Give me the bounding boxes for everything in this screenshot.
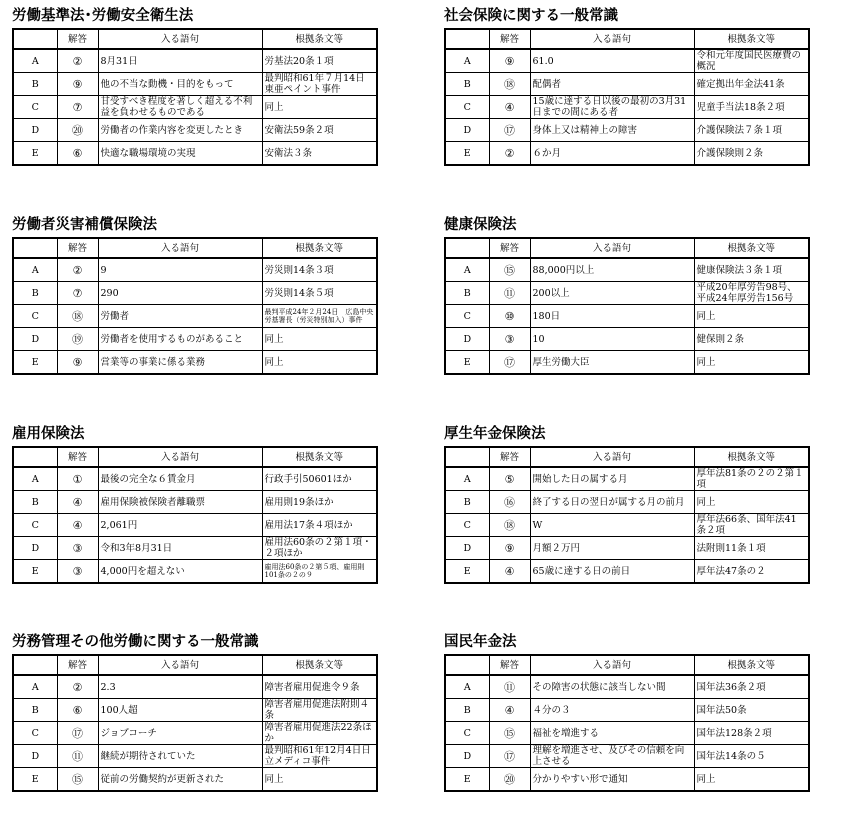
- header-basis: 根拠条文等: [262, 29, 377, 49]
- row-label: D: [13, 537, 57, 560]
- row-answer: ⑰: [489, 351, 530, 375]
- row-answer: ①: [57, 467, 98, 491]
- row-answer: ③: [57, 560, 98, 584]
- row-basis: 健康保険法３条１項: [694, 258, 809, 282]
- row-basis: 厚年法81条の２の２第１項: [694, 467, 809, 491]
- answer-table: [12, 237, 378, 375]
- row-answer: ③: [489, 328, 530, 351]
- header-answer: 解答: [489, 238, 530, 258]
- row-basis: 同上: [262, 96, 377, 119]
- table-row: [13, 768, 377, 792]
- row-basis: 厚年法47条の２: [694, 560, 809, 584]
- row-phrase: ６か月: [530, 142, 694, 166]
- row-label: E: [445, 142, 489, 166]
- header-answer: 解答: [489, 447, 530, 467]
- row-basis: 国年法14条の５: [694, 745, 809, 768]
- header-blank: [13, 447, 57, 467]
- table-row: [445, 699, 809, 722]
- answer-table: [12, 28, 378, 166]
- header-answer: 解答: [489, 29, 530, 49]
- table-row: [445, 282, 809, 305]
- row-label: C: [13, 722, 57, 745]
- answer-table: [12, 446, 378, 584]
- row-answer: ⑯: [489, 491, 530, 514]
- row-label: C: [445, 305, 489, 328]
- header-answer: 解答: [57, 29, 98, 49]
- row-phrase: 2,061円: [98, 514, 262, 537]
- table-row: [445, 258, 809, 282]
- row-phrase: 労働者: [98, 305, 262, 328]
- section-title: 社会保険に関する一般常識: [444, 8, 618, 24]
- row-basis: 労災則14条３項: [262, 258, 377, 282]
- row-label: A: [13, 258, 57, 282]
- answer-table: [444, 446, 810, 584]
- header-basis: 根拠条文等: [694, 447, 809, 467]
- row-label: D: [445, 119, 489, 142]
- row-label: B: [445, 699, 489, 722]
- row-phrase: W: [530, 514, 694, 537]
- table-row: [13, 119, 377, 142]
- row-phrase: 2.3: [98, 675, 262, 699]
- row-label: D: [445, 537, 489, 560]
- row-label: B: [13, 73, 57, 96]
- row-phrase: 快適な職場環境の実現: [98, 142, 262, 166]
- row-answer: ⑥: [57, 699, 98, 722]
- header-phrase: 入る語句: [530, 655, 694, 675]
- row-answer: ④: [57, 514, 98, 537]
- row-phrase: 最後の完全な６賃金月: [98, 467, 262, 491]
- row-basis: 障害者雇用促進令９条: [262, 675, 377, 699]
- table-row: [445, 119, 809, 142]
- row-basis: 労基法20条１項: [262, 49, 377, 73]
- row-basis: 同上: [262, 351, 377, 375]
- row-basis: 確定拠出年金法41条: [694, 73, 809, 96]
- table-row: [445, 675, 809, 699]
- header-phrase: 入る語句: [98, 655, 262, 675]
- section-title: 労働基準法･労働安全衛生法: [12, 8, 194, 24]
- row-phrase: 分かりやすい形で通知: [530, 768, 694, 792]
- row-label: E: [13, 351, 57, 375]
- row-label: B: [445, 282, 489, 305]
- header-answer: 解答: [57, 447, 98, 467]
- row-label: E: [13, 768, 57, 792]
- row-basis: 障害者雇用促進法22条ほか: [262, 722, 377, 745]
- table-row: [13, 560, 377, 584]
- table-row: [445, 745, 809, 768]
- table-row: [13, 305, 377, 328]
- table-row: [13, 675, 377, 699]
- row-phrase: 理解を増進させ、及びその信頼を向上させる: [530, 745, 694, 768]
- row-basis: 最判昭和61年12月4日日立メディコ事件: [262, 745, 377, 768]
- row-phrase: 雇用保険被保険者離職票: [98, 491, 262, 514]
- table-row: [445, 514, 809, 537]
- row-basis: 国年法36条２項: [694, 675, 809, 699]
- row-answer: ⑰: [489, 745, 530, 768]
- row-basis: 健保則２条: [694, 328, 809, 351]
- row-answer: ②: [489, 142, 530, 166]
- row-label: D: [13, 745, 57, 768]
- table-row: [13, 73, 377, 96]
- table-row: [445, 491, 809, 514]
- row-phrase: 甘受すべき程度を著しく超える不利益を負わせるものである: [98, 96, 262, 119]
- row-answer: ⑨: [489, 49, 530, 73]
- row-answer: ⑮: [489, 258, 530, 282]
- header-phrase: 入る語句: [98, 447, 262, 467]
- section-title: 労働者災害補償保険法: [12, 217, 157, 233]
- row-answer: ⑪: [489, 282, 530, 305]
- row-phrase: 労働者の作業内容を変更したとき: [98, 119, 262, 142]
- section-title: 国民年金法: [444, 634, 517, 650]
- answer-table: [444, 237, 810, 375]
- table-row: [13, 328, 377, 351]
- row-label: D: [445, 745, 489, 768]
- table-row: [445, 768, 809, 792]
- row-phrase: 200以上: [530, 282, 694, 305]
- row-basis: 法附則11条１項: [694, 537, 809, 560]
- table-row: [13, 351, 377, 375]
- table-row: [13, 514, 377, 537]
- row-phrase: 配偶者: [530, 73, 694, 96]
- table-row: [445, 560, 809, 584]
- row-basis: 児童手当法18条２項: [694, 96, 809, 119]
- row-phrase: 令和3年8月31日: [98, 537, 262, 560]
- row-basis: 厚年法66条、国年法41条２項: [694, 514, 809, 537]
- table-row: [445, 73, 809, 96]
- row-answer: ④: [489, 699, 530, 722]
- row-label: E: [445, 768, 489, 792]
- row-phrase: 9: [98, 258, 262, 282]
- answer-table: [444, 28, 810, 166]
- row-basis: 介護保険則２条: [694, 142, 809, 166]
- header-blank: [13, 655, 57, 675]
- row-label: C: [445, 514, 489, 537]
- row-label: C: [445, 722, 489, 745]
- row-phrase: 8月31日: [98, 49, 262, 73]
- row-answer: ⑩: [489, 305, 530, 328]
- row-answer: ③: [57, 537, 98, 560]
- row-label: B: [13, 491, 57, 514]
- row-answer: ⑱: [489, 514, 530, 537]
- row-answer: ⑳: [57, 119, 98, 142]
- row-phrase: 従前の労働契約が更新された: [98, 768, 262, 792]
- row-label: E: [13, 560, 57, 584]
- table-row: [13, 491, 377, 514]
- row-phrase: 15歳に達する日以後の最初の3月31日までの間にある者: [530, 96, 694, 119]
- header-answer: 解答: [57, 238, 98, 258]
- header-blank: [445, 447, 489, 467]
- row-basis: 雇用法17条４項ほか: [262, 514, 377, 537]
- row-label: B: [13, 699, 57, 722]
- answer-table: [444, 654, 810, 792]
- row-answer: ⑰: [489, 119, 530, 142]
- row-label: E: [445, 560, 489, 584]
- row-answer: ⑳: [489, 768, 530, 792]
- row-phrase: ジョブコーチ: [98, 722, 262, 745]
- section-title: 厚生年金保険法: [444, 426, 546, 442]
- row-label: A: [13, 675, 57, 699]
- section-title: 雇用保険法: [12, 426, 85, 442]
- row-answer: ④: [489, 96, 530, 119]
- row-phrase: 身体上又は精神上の障害: [530, 119, 694, 142]
- table-row: [13, 699, 377, 722]
- row-label: A: [13, 49, 57, 73]
- row-basis: 国年法128条２項: [694, 722, 809, 745]
- row-label: C: [13, 305, 57, 328]
- header-blank: [445, 238, 489, 258]
- row-label: A: [445, 467, 489, 491]
- row-answer: ⑮: [57, 768, 98, 792]
- row-basis: 同上: [694, 305, 809, 328]
- row-basis: 同上: [262, 768, 377, 792]
- header-blank: [445, 655, 489, 675]
- row-basis: 雇用則19条ほか: [262, 491, 377, 514]
- table-row: [445, 328, 809, 351]
- table-row: [13, 258, 377, 282]
- row-phrase: 開始した日の属する月: [530, 467, 694, 491]
- row-label: B: [13, 282, 57, 305]
- table-row: [13, 467, 377, 491]
- row-basis: 最判平成24年２月24日 広島中央労基署長（労災特別加入）事件: [262, 305, 377, 328]
- row-phrase: 61.0: [530, 49, 694, 73]
- section-title: 労務管理その他労働に関する一般常識: [12, 634, 259, 650]
- row-basis: 同上: [694, 768, 809, 792]
- header-phrase: 入る語句: [98, 238, 262, 258]
- row-label: B: [445, 491, 489, 514]
- row-basis: 平成20年厚労告98号、平成24年厚労告156号: [694, 282, 809, 305]
- row-label: A: [445, 49, 489, 73]
- header-basis: 根拠条文等: [694, 29, 809, 49]
- row-phrase: 福祉を増進する: [530, 722, 694, 745]
- row-label: A: [13, 467, 57, 491]
- row-basis: 同上: [262, 328, 377, 351]
- row-phrase: 厚生労働大臣: [530, 351, 694, 375]
- row-phrase: 88,000円以上: [530, 258, 694, 282]
- row-label: A: [445, 675, 489, 699]
- row-basis: 令和元年度国民医療費の概況: [694, 49, 809, 73]
- table-row: [13, 142, 377, 166]
- row-answer: ⑨: [57, 73, 98, 96]
- header-basis: 根拠条文等: [694, 655, 809, 675]
- row-answer: ⑥: [57, 142, 98, 166]
- row-basis: 雇用法60条の２第５項、雇用則101条の２の９: [262, 560, 377, 584]
- row-answer: ⑨: [57, 351, 98, 375]
- row-phrase: 終了する日の翌日が属する月の前月: [530, 491, 694, 514]
- row-label: D: [13, 119, 57, 142]
- table-row: [13, 49, 377, 73]
- header-basis: 根拠条文等: [262, 238, 377, 258]
- row-answer: ④: [489, 560, 530, 584]
- header-basis: 根拠条文等: [262, 655, 377, 675]
- table-row: [13, 96, 377, 119]
- row-answer: ⑦: [57, 96, 98, 119]
- row-label: B: [445, 73, 489, 96]
- row-label: C: [13, 96, 57, 119]
- row-answer: ⑤: [489, 467, 530, 491]
- answer-table: [12, 654, 378, 792]
- row-phrase: その障害の状態に該当しない間: [530, 675, 694, 699]
- table-row: [13, 745, 377, 768]
- row-answer: ②: [57, 49, 98, 73]
- row-answer: ⑪: [489, 675, 530, 699]
- table-row: [445, 351, 809, 375]
- table-row: [445, 142, 809, 166]
- header-phrase: 入る語句: [98, 29, 262, 49]
- row-answer: ⑰: [57, 722, 98, 745]
- row-phrase: 労働者を使用するものがあること: [98, 328, 262, 351]
- row-label: D: [13, 328, 57, 351]
- row-answer: ⑱: [489, 73, 530, 96]
- row-answer: ⑦: [57, 282, 98, 305]
- header-basis: 根拠条文等: [694, 238, 809, 258]
- row-basis: 介護保険法７条１項: [694, 119, 809, 142]
- row-label: C: [13, 514, 57, 537]
- row-answer: ⑱: [57, 305, 98, 328]
- row-basis: 雇用法60条の２第１項・２項ほか: [262, 537, 377, 560]
- row-basis: 最判昭和61年７月14日東亜ペイント事件: [262, 73, 377, 96]
- row-phrase: 営業等の事業に係る業務: [98, 351, 262, 375]
- header-basis: 根拠条文等: [262, 447, 377, 467]
- row-phrase: ４分の３: [530, 699, 694, 722]
- header-blank: [13, 238, 57, 258]
- row-answer: ⑲: [57, 328, 98, 351]
- row-phrase: 180日: [530, 305, 694, 328]
- table-row: [445, 467, 809, 491]
- header-phrase: 入る語句: [530, 29, 694, 49]
- header-blank: [445, 29, 489, 49]
- row-basis: 行政手引50601ほか: [262, 467, 377, 491]
- row-basis: 障害者雇用促進法附則４条: [262, 699, 377, 722]
- header-blank: [13, 29, 57, 49]
- table-row: [445, 722, 809, 745]
- section-title: 健康保険法: [444, 217, 517, 233]
- table-row: [445, 537, 809, 560]
- row-phrase: 月額２万円: [530, 537, 694, 560]
- row-phrase: 10: [530, 328, 694, 351]
- row-answer: ⑮: [489, 722, 530, 745]
- table-row: [445, 49, 809, 73]
- row-label: E: [445, 351, 489, 375]
- row-label: E: [13, 142, 57, 166]
- header-answer: 解答: [57, 655, 98, 675]
- row-basis: 同上: [694, 351, 809, 375]
- row-answer: ②: [57, 258, 98, 282]
- row-phrase: 継続が期待されていた: [98, 745, 262, 768]
- table-row: [445, 96, 809, 119]
- header-phrase: 入る語句: [530, 238, 694, 258]
- table-row: [13, 282, 377, 305]
- row-basis: 同上: [694, 491, 809, 514]
- table-row: [13, 537, 377, 560]
- row-answer: ②: [57, 675, 98, 699]
- header-answer: 解答: [489, 655, 530, 675]
- row-basis: 安衛法３条: [262, 142, 377, 166]
- row-answer: ⑪: [57, 745, 98, 768]
- row-phrase: 290: [98, 282, 262, 305]
- row-phrase: 他の不当な動機・目的をもって: [98, 73, 262, 96]
- row-basis: 国年法50条: [694, 699, 809, 722]
- row-phrase: 4,000円を超えない: [98, 560, 262, 584]
- row-phrase: 100人超: [98, 699, 262, 722]
- header-phrase: 入る語句: [530, 447, 694, 467]
- table-row: [445, 305, 809, 328]
- row-label: A: [445, 258, 489, 282]
- row-label: D: [445, 328, 489, 351]
- row-basis: 労災則14条５項: [262, 282, 377, 305]
- row-answer: ⑨: [489, 537, 530, 560]
- row-basis: 安衛法59条２項: [262, 119, 377, 142]
- row-answer: ④: [57, 491, 98, 514]
- table-row: [13, 722, 377, 745]
- row-label: C: [445, 96, 489, 119]
- row-phrase: 65歳に達する日の前日: [530, 560, 694, 584]
